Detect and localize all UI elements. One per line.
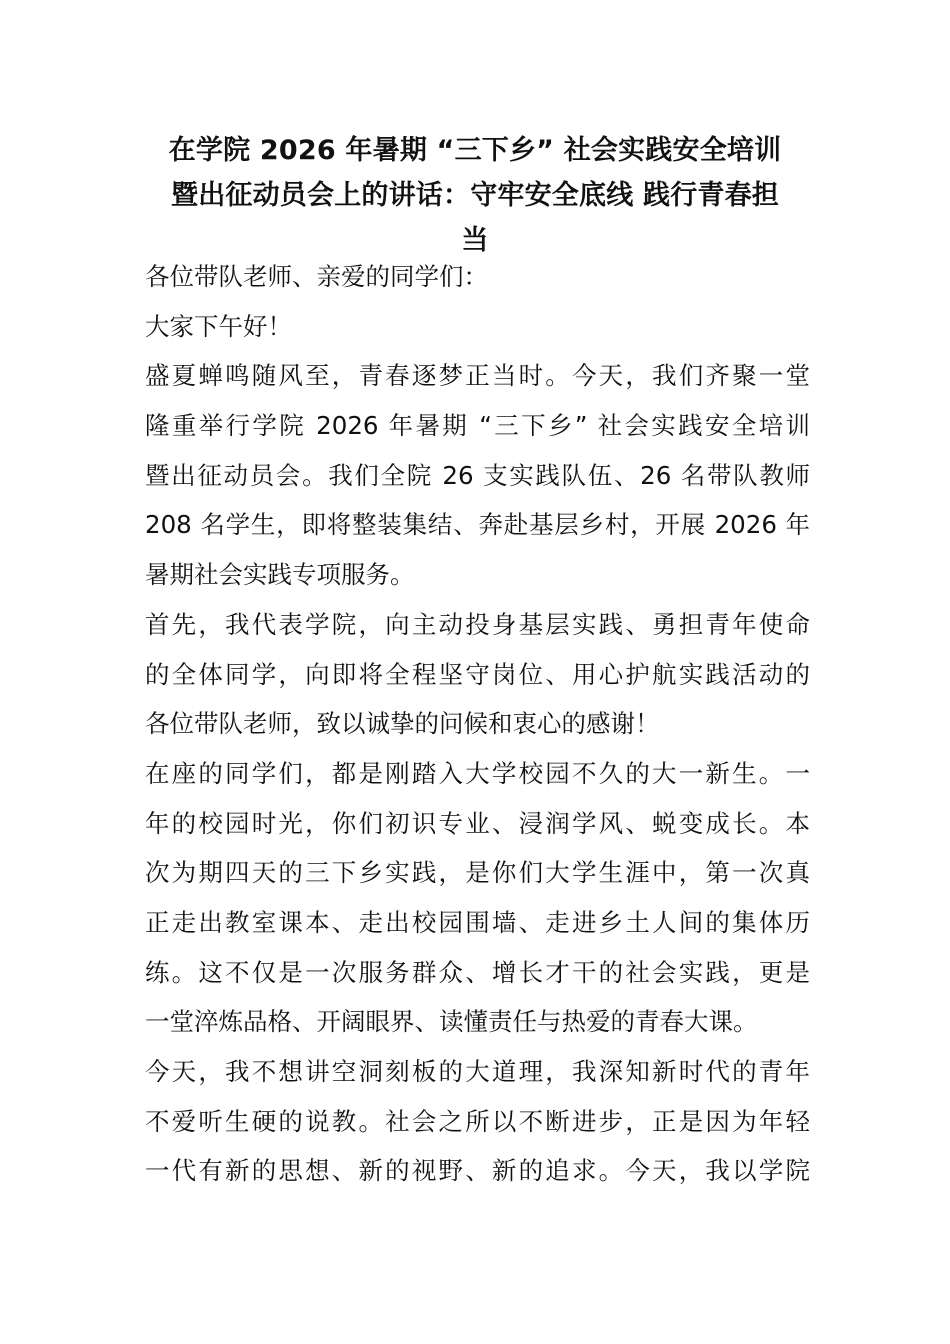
body-line-19: 一代有新的思想、新的视野、新的追求。今天，我以学院 <box>145 1156 810 1186</box>
body-line-15: 练。这不仅是一次服务群众、增长才干的社会实践，更是 <box>145 957 810 987</box>
salutation-line: 各位带队老师、亲爱的同学们： <box>145 262 488 291</box>
body-line-16: 一堂淬炼品格、开阔眼界、读懂责任与热爱的青春大课。 <box>145 1007 758 1037</box>
body-line-9: 的全体同学，向即将全程坚守岗位、用心护航实践活动的 <box>145 659 810 689</box>
document-body <box>145 252 810 1196</box>
title-line-3: 当 <box>461 225 489 256</box>
document-title <box>140 128 810 263</box>
title-line-2: 暨出征动员会上的讲话：守牢安全底线 践行青春担 <box>171 180 779 211</box>
body-line-17: 今天，我不想讲空洞刻板的大道理，我深知新时代的青年 <box>145 1057 810 1086</box>
body-line-6: 208 名学生，即将整装集结、奔赴基层乡村，开展 2026 年 <box>145 510 810 540</box>
body-line-5: 暨出征动员会。我们全院 26 支实践队伍、26 名带队教师 <box>145 460 810 490</box>
body-line-13: 次为期四天的三下乡实践，是你们大学生涯中，第一次真 <box>145 858 810 888</box>
body-line-7: 暑期社会实践专项服务。 <box>145 560 415 590</box>
body-line-10: 各位带队老师，致以诚挚的问候和衷心的感谢！ <box>145 709 660 739</box>
body-line-12: 年的校园时光，你们初识专业、浸润学风、蜕变成长。本 <box>145 808 810 838</box>
body-line-11: 在座的同学们，都是刚踏入大学校园不久的大一新生。一 <box>145 758 810 788</box>
body-line-14: 正走出教室课本、走出校园围墙、走进乡土人间的集体历 <box>145 907 810 937</box>
greeting-line: 大家下午好！ <box>145 311 292 341</box>
body-line-18: 不爱听生硬的说教。社会之所以不断进步，正是因为年轻 <box>145 1106 810 1136</box>
title-line-1: 在学院 2026 年暑期 “三下乡” 社会实践安全培训 <box>168 135 782 166</box>
body-line-4: 隆重举行学院 2026 年暑期 “三下乡” 社会实践安全培训 <box>145 411 810 441</box>
body-line-8: 首先，我代表学院，向主动投身基层实践、勇担青年使命 <box>145 609 810 639</box>
body-line-3: 盛夏蝉鸣随风至，青春逐梦正当时。今天，我们齐聚一堂 <box>145 361 810 391</box>
